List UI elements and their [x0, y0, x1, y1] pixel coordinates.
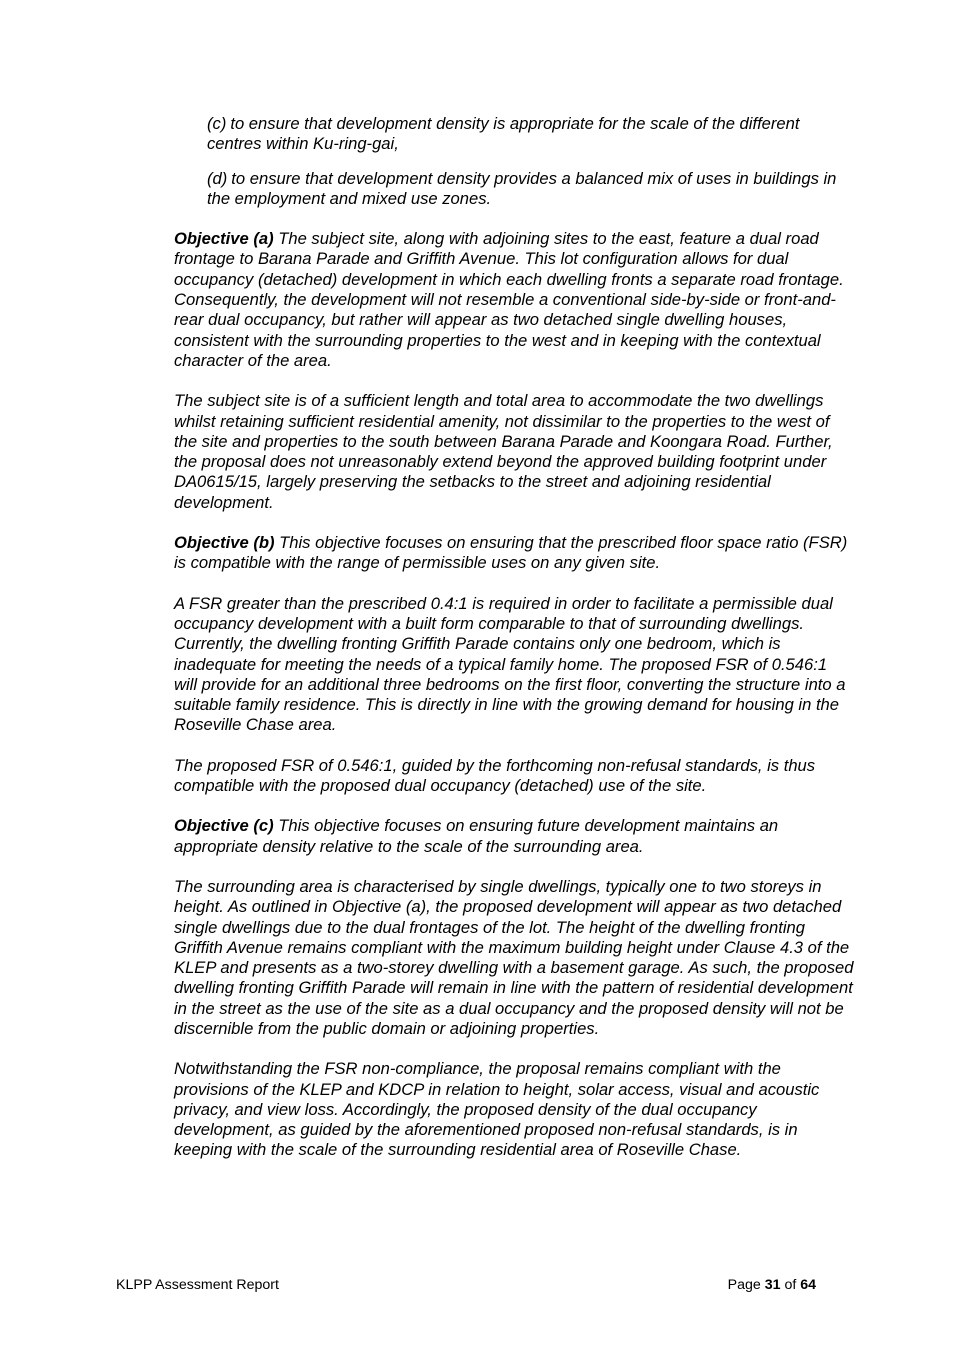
paragraph-text: The proposed FSR of 0.546:1, guided by the forthcoming non-refusal standards, is thus compatible with the proposed dual occupancy (detached) use of the site.	[174, 755, 816, 796]
objective-list-item	[207, 169, 854, 210]
list-marker: (d)	[207, 168, 228, 188]
page-total: 64	[800, 1277, 816, 1293]
objective-c-paragraph	[174, 816, 854, 857]
objective-list-item	[207, 114, 854, 155]
paragraph-text: The subject site, along with adjoining sites to the east, feature a dual road frontage to Barana Parade and Griffith Avenue. This lot configuration allows for dual occupancy (detached) development in which each dwelling fronts a separate road frontage. Consequently, the development will not resemble a conventional side-by-side or front-and-rear dual occupancy, but rather will appear as two detached single dwelling houses, consistent with the surrounding properties to the west and in keeping with the contextual character of the area.	[174, 229, 844, 370]
objective-b-paragraph	[174, 533, 854, 574]
objective-a-label: Objective (a)	[174, 229, 274, 249]
site-area-paragraph	[174, 391, 854, 513]
report-title: KLPP Assessment Report	[116, 1277, 279, 1293]
list-item-text: to ensure that development density provides a balanced mix of uses in buildings in the employment and mixed use zones.	[207, 168, 837, 208]
paragraph-text: This objective focuses on ensuring future development maintains an appropriate density relative to the scale of the surrounding area.	[174, 816, 779, 856]
list-item-text: to ensure that development density is appropriate for the scale of the different centres within Ku-ring-gai,	[207, 114, 800, 154]
fsr-paragraph	[174, 594, 854, 736]
paragraph-text: This objective focuses on ensuring that the prescribed floor space ratio (FSR) is compatible with the range of permissible uses on any given site.	[174, 533, 848, 573]
paragraph-text: Notwithstanding the FSR non-compliance, the proposal remains compliant with the provisions of the KLEP and KDCP in relation to height, solar access, visual and acoustic privacy, and view loss. Accordingly, the proposed density of the dual occupancy development, as guided by the aforementioned proposed non-refusal standards, is in keeping with the scale of the surrounding residential area of Roseville Chase.	[174, 1059, 820, 1160]
list-marker: (c)	[207, 114, 227, 133]
conclusion-paragraph	[174, 1059, 854, 1160]
fsr-compatibility-paragraph	[174, 756, 854, 797]
paragraph-text: The surrounding area is characterised by single dwellings, typically one to two storeys in height. As outlined in Objective (a), the proposed development will appear as two detached single dwellings due to the dual frontages of the lot. The height of the dwelling fronting Griffith Avenue remains compliant with the maximum building height under Clause 4.3 of the KLEP and presents as a two-storey dwelling with a basement garage. As such, the proposed dwelling fronting Griffith Parade will remain in line with the pattern of residential development in the street as the use of the site as a dual occupancy and the proposed density will not be discernible from the public domain or adjoining properties.	[174, 876, 854, 1038]
objective-a-paragraph	[174, 229, 854, 371]
objective-c-label: Objective (c)	[174, 816, 274, 836]
document-body	[174, 114, 854, 1181]
page-number: 31	[764, 1277, 781, 1293]
page-counter	[728, 1277, 816, 1293]
paragraph-text: The subject site is of a sufficient length and total area to accommodate the two dwellings whilst retaining sufficient residential amenity, not dissimilar to the properties to the west of the site and properties to the south between Barana Parade and Koongara Road. Further, the proposal does not unreasonably extend beyond the approved building footprint under DA0615/15, largely preserving the setbacks to the street and adjoining residential development.	[174, 391, 833, 512]
surrounding-area-paragraph	[174, 877, 854, 1039]
page-prefix: Page	[727, 1277, 765, 1293]
paragraph-text: A FSR greater than the prescribed 0.4:1 is required in order to facilitate a permissible dual occupancy development with a built form comparable to that of surrounding dwellings. Currently, the dwelling fronting Griffith Parade contains only one bedroom, which is inadequate for meeting the needs of a typical family home. The proposed FSR of 0.546:1 will provide for an additional three bedrooms on the first floor, converting the structure into a suitable family residence. This is directly in line with the growing demand for housing in the Roseville Chase area.	[174, 593, 846, 735]
objective-b-label: Objective (b)	[174, 533, 275, 553]
page-of: of	[780, 1277, 801, 1293]
